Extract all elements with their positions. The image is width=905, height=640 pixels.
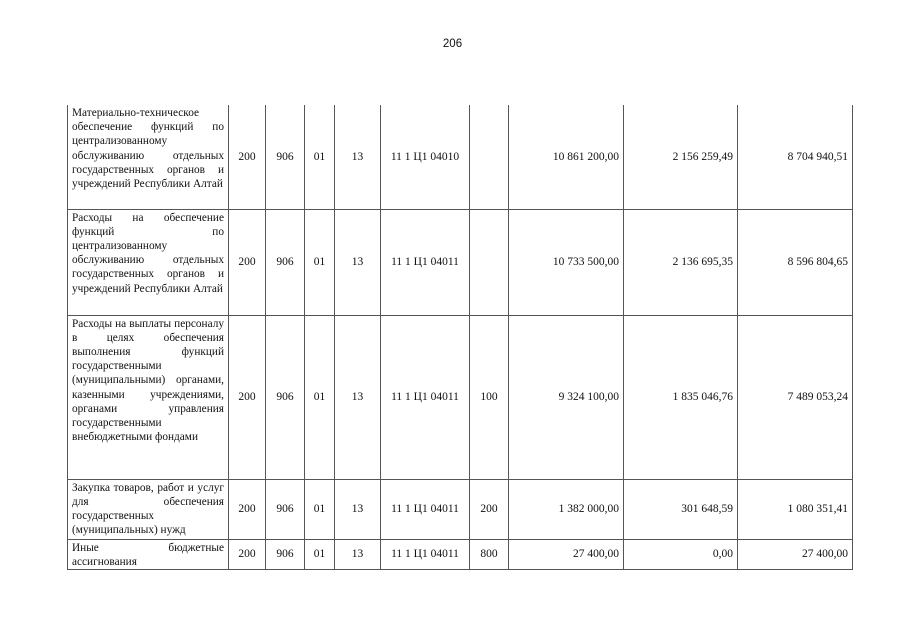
expense-type-cell (470, 209, 509, 315)
code-cell: 200 (229, 315, 266, 479)
amount-remaining-cell: 7 489 053,24 (738, 315, 853, 479)
row-description: Расходы на обеспечение функций по централизованному обслуживанию отдельных государственных органов и учреждений Республики Алтай (68, 209, 229, 315)
row-description: Иные бюджетные ассигнования (68, 539, 229, 569)
amount-plan-cell: 10 861 200,00 (509, 105, 624, 209)
ministry-code-cell: 906 (266, 315, 305, 479)
amount-executed-cell: 1 835 046,76 (624, 315, 738, 479)
row-description: Материально-техническое обеспечение функций по централизованному обслуживанию отдельных государственных органов и учреждений Республики Алтай (68, 105, 229, 209)
ministry-code-cell: 906 (266, 479, 305, 539)
table-row (68, 315, 853, 479)
subsection-cell: 13 (335, 209, 381, 315)
amount-executed-cell: 0,00 (624, 539, 738, 569)
table-row (68, 539, 853, 569)
amount-plan-cell: 9 324 100,00 (509, 315, 624, 479)
expense-type-cell: 100 (470, 315, 509, 479)
amount-plan-cell: 27 400,00 (509, 539, 624, 569)
table-row (68, 209, 853, 315)
target-article-cell: 11 1 Ц1 04010 (381, 105, 470, 209)
ministry-code-cell: 906 (266, 209, 305, 315)
section-cell: 01 (305, 479, 335, 539)
subsection-cell: 13 (335, 539, 381, 569)
table-row (68, 479, 853, 539)
target-article-cell: 11 1 Ц1 04011 (381, 315, 470, 479)
subsection-cell: 13 (335, 315, 381, 479)
section-cell: 01 (305, 105, 335, 209)
code-cell: 200 (229, 539, 266, 569)
section-cell: 01 (305, 209, 335, 315)
code-cell: 200 (229, 105, 266, 209)
amount-plan-cell: 1 382 000,00 (509, 479, 624, 539)
row-description: Расходы на выплаты персоналу в целях обеспечения выполнения функций государственными (муниципальными) органами, казенными учреждениями, органами управления государственными внебюджетными фондами (68, 315, 229, 479)
amount-remaining-cell: 8 596 804,65 (738, 209, 853, 315)
budget-table (67, 105, 853, 570)
target-article-cell: 11 1 Ц1 04011 (381, 209, 470, 315)
amount-remaining-cell: 27 400,00 (738, 539, 853, 569)
code-cell: 200 (229, 479, 266, 539)
row-description: Закупка товаров, работ и услуг для обеспечения государственных (муниципальных) нужд (68, 479, 229, 539)
table-row (68, 105, 853, 209)
subsection-cell: 13 (335, 105, 381, 209)
amount-remaining-cell: 8 704 940,51 (738, 105, 853, 209)
subsection-cell: 13 (335, 479, 381, 539)
code-cell: 200 (229, 209, 266, 315)
amount-plan-cell: 10 733 500,00 (509, 209, 624, 315)
ministry-code-cell: 906 (266, 539, 305, 569)
amount-executed-cell: 2 136 695,35 (624, 209, 738, 315)
expense-type-cell: 200 (470, 479, 509, 539)
ministry-code-cell: 906 (266, 105, 305, 209)
expense-type-cell (470, 105, 509, 209)
page-number: 206 (442, 38, 463, 50)
amount-executed-cell: 2 156 259,49 (624, 105, 738, 209)
target-article-cell: 11 1 Ц1 04011 (381, 479, 470, 539)
amount-executed-cell: 301 648,59 (624, 479, 738, 539)
amount-remaining-cell: 1 080 351,41 (738, 479, 853, 539)
expense-type-cell: 800 (470, 539, 509, 569)
target-article-cell: 11 1 Ц1 04011 (381, 539, 470, 569)
section-cell: 01 (305, 315, 335, 479)
section-cell: 01 (305, 539, 335, 569)
